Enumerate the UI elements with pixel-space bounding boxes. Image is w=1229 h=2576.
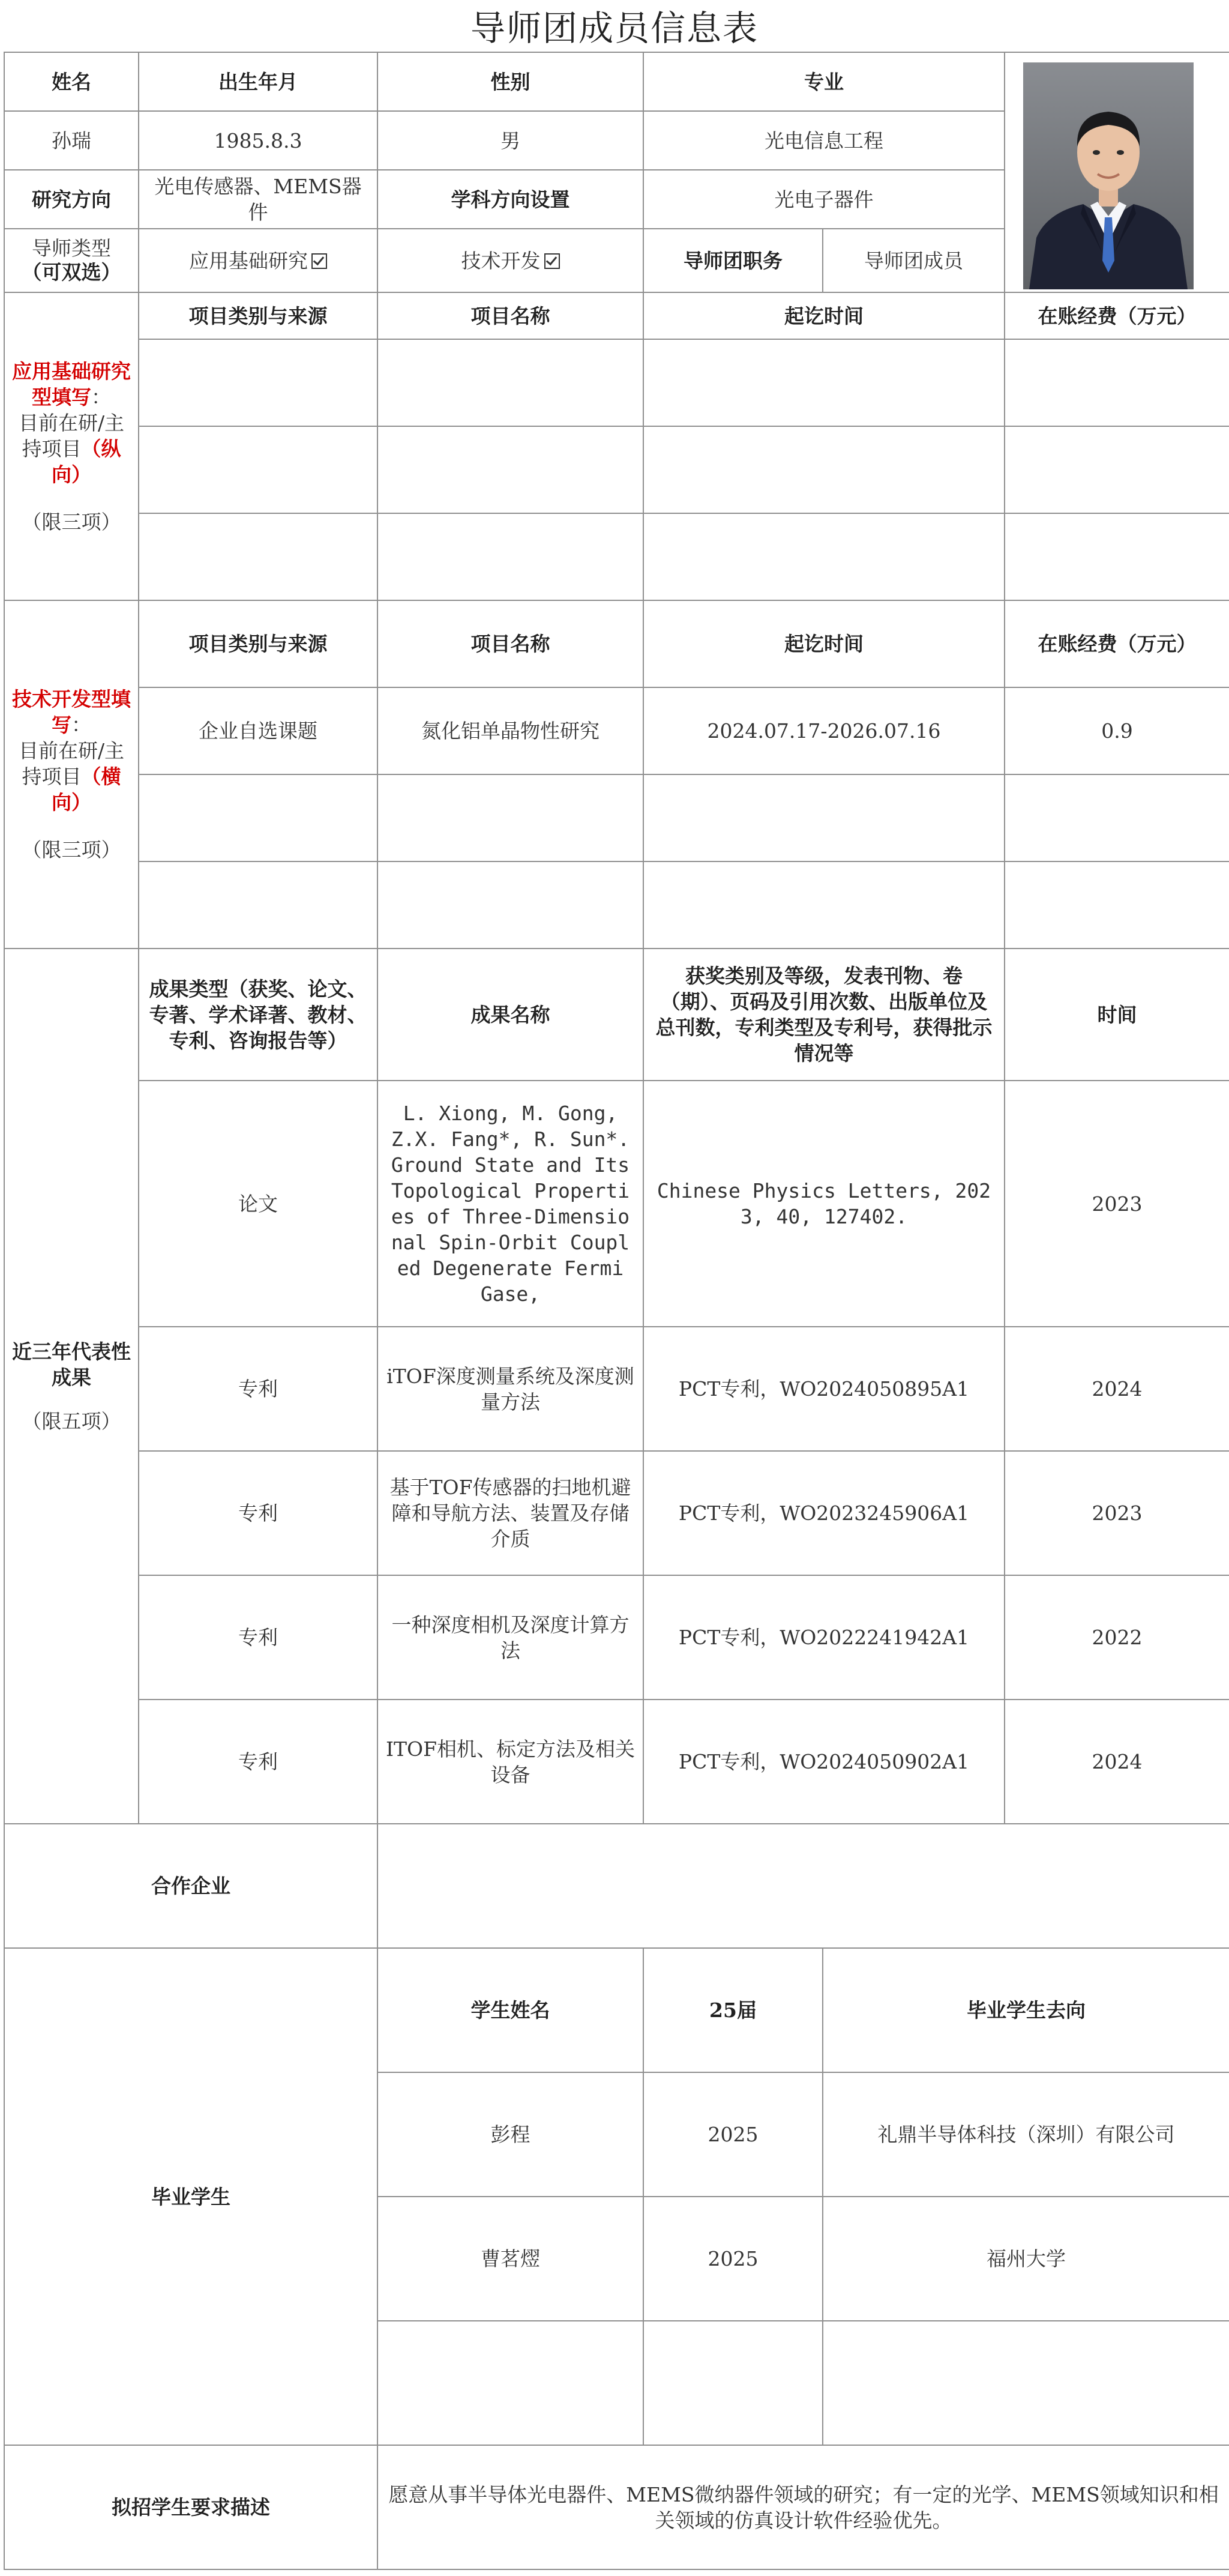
- tech-header-name: 项目名称: [377, 600, 643, 687]
- tech-section-label: [4, 600, 139, 949]
- applied-header-funding: 在账经费（万元）: [1005, 292, 1229, 339]
- graduate-name: 曹茗熤: [377, 2197, 643, 2321]
- achievement-details: PCT专利，WO2024050902A1: [643, 1700, 1005, 1824]
- achievement-row: [4, 1575, 1229, 1700]
- gender-value: 男: [377, 111, 643, 170]
- tech-cell-source: 企业自选课题: [139, 687, 377, 774]
- graduates-header-year: 25届: [643, 1948, 823, 2072]
- applied-label-direction: （纵向）: [52, 436, 121, 486]
- applied-cell: [1005, 339, 1229, 426]
- applied-section-label: [4, 292, 139, 600]
- achievement-type: 专利: [139, 1327, 377, 1451]
- cooperation-row: [4, 1824, 1229, 1948]
- graduate-destination: 礼鼎半导体科技（深圳）有限公司: [823, 2072, 1229, 2197]
- applied-header-name: 项目名称: [377, 292, 643, 339]
- mentor-type-label-1: 导师类型: [32, 237, 111, 260]
- requirement-label: 拟招学生要求描述: [4, 2445, 377, 2569]
- achievement-title: ITOF相机、标定方法及相关设备: [377, 1700, 643, 1824]
- checkbox-checked-icon[interactable]: [311, 253, 327, 269]
- cooperation-label: 合作企业: [4, 1824, 377, 1948]
- achievement-header-type: 成果类型（获奖、论文、专著、学术译著、教材、专利、咨询报告等）: [139, 949, 377, 1081]
- graduate-year: 2025: [643, 2072, 823, 2197]
- applied-cell: [643, 426, 1005, 513]
- type-option-tech-label: 技术开发: [461, 249, 541, 273]
- tech-label-colon: ：: [71, 713, 91, 737]
- achievement-header-time: 时间: [1005, 949, 1229, 1081]
- graduate-year: [643, 2321, 823, 2445]
- applied-cell: [643, 339, 1005, 426]
- achievement-header-details: 获奖类别及等级，发表刊物、卷（期）、页码及引用次数、出版单位及总刊数，专利类型及专利号，获得批示情况等: [643, 949, 1005, 1081]
- achievement-time: 2022: [1005, 1575, 1229, 1700]
- photo-cell: [1005, 52, 1229, 292]
- achievement-section-label: [4, 949, 139, 1824]
- tech-header-row: [4, 600, 1229, 687]
- applied-row: [4, 513, 1229, 600]
- achievement-row: [4, 1081, 1229, 1327]
- checkbox-checked-icon[interactable]: [544, 253, 560, 269]
- birth-label: 出生年月: [139, 52, 377, 111]
- achievement-details: PCT专利，WO2023245906A1: [643, 1451, 1005, 1575]
- applied-cell: [377, 426, 643, 513]
- applied-cell: [139, 426, 377, 513]
- applied-label-black: 目前在研/主持项目: [18, 411, 125, 460]
- requirement-row: [4, 2445, 1229, 2569]
- gender-label: 性别: [377, 52, 643, 111]
- applied-cell: [643, 513, 1005, 600]
- type-option-applied: [139, 229, 377, 292]
- type-option-applied-label: 应用基础研究: [189, 249, 308, 273]
- achievement-title: 一种深度相机及深度计算方法: [377, 1575, 643, 1700]
- cooperation-value: [377, 1824, 1229, 1948]
- profile-header-row: [4, 52, 1229, 111]
- achievement-title: iTOF深度测量系统及深度测量方法: [377, 1327, 643, 1451]
- applied-header-row: [4, 292, 1229, 339]
- achievement-row: [4, 1700, 1229, 1824]
- achievement-type: 专利: [139, 1451, 377, 1575]
- tech-limit: （限三项）: [22, 838, 121, 861]
- graduate-destination: [823, 2321, 1229, 2445]
- applied-cell: [1005, 513, 1229, 600]
- applied-header-period: 起讫时间: [643, 292, 1005, 339]
- applied-row: [4, 426, 1229, 513]
- applied-cell: [1005, 426, 1229, 513]
- achievement-details: PCT专利，WO2022241942A1: [643, 1575, 1005, 1700]
- graduates-header-row: [4, 1948, 1229, 2072]
- graduate-destination: 福州大学: [823, 2197, 1229, 2321]
- portrait-photo: [1023, 62, 1194, 289]
- name-value: 孙瑞: [4, 111, 139, 170]
- tech-cell: [377, 861, 643, 949]
- tech-row: [4, 774, 1229, 861]
- discipline-value: 光电子器件: [643, 170, 1005, 229]
- mentor-info-table: [4, 52, 1229, 2570]
- achievement-title: 基于TOF传感器的扫地机避障和导航方法、装置及存储介质: [377, 1451, 643, 1575]
- tech-header-funding: 在账经费（万元）: [1005, 600, 1229, 687]
- achievement-time: 2023: [1005, 1081, 1229, 1327]
- tech-cell: [1005, 861, 1229, 949]
- research-value: 光电传感器、MEMS器件: [139, 170, 377, 229]
- tech-row: [4, 687, 1229, 774]
- achievement-limit: （限五项）: [22, 1409, 121, 1433]
- graduate-name: [377, 2321, 643, 2445]
- major-label: 专业: [643, 52, 1005, 111]
- position-label: 导师团职务: [643, 229, 823, 292]
- name-label: 姓名: [4, 52, 139, 111]
- applied-label-colon: ：: [91, 385, 111, 409]
- applied-cell: [377, 339, 643, 426]
- type-option-tech: [377, 229, 643, 292]
- achievement-type: 论文: [139, 1081, 377, 1327]
- tech-header-source: 项目类别与来源: [139, 600, 377, 687]
- tech-cell: [643, 774, 1005, 861]
- applied-label-red: 应用基础研究型填写: [12, 359, 131, 409]
- applied-cell: [139, 513, 377, 600]
- achievement-type: 专利: [139, 1575, 377, 1700]
- graduates-header-destination: 毕业学生去向: [823, 1948, 1229, 2072]
- research-label: 研究方向: [4, 170, 139, 229]
- discipline-label: 学科方向设置: [377, 170, 643, 229]
- graduate-name: 彭程: [377, 2072, 643, 2197]
- applied-limit: （限三项）: [22, 510, 121, 534]
- applied-cell: [377, 513, 643, 600]
- achievement-header-name: 成果名称: [377, 949, 643, 1081]
- tech-row: [4, 861, 1229, 949]
- birth-value: 1985.8.3: [139, 111, 377, 170]
- achievement-time: 2024: [1005, 1327, 1229, 1451]
- achievement-details: Chinese Physics Letters, 2023, 40, 127402.: [643, 1081, 1005, 1327]
- graduates-label: 毕业学生: [4, 1948, 377, 2445]
- tech-cell-funding: 0.9: [1005, 687, 1229, 774]
- page-title: 导师团成员信息表: [470, 8, 759, 49]
- major-value: 光电信息工程: [643, 111, 1005, 170]
- tech-cell-name: 氮化铝单晶物性研究: [377, 687, 643, 774]
- achievement-details: PCT专利，WO2024050895A1: [643, 1327, 1005, 1451]
- graduate-year: 2025: [643, 2197, 823, 2321]
- tech-cell: [139, 774, 377, 861]
- tech-cell: [139, 861, 377, 949]
- tech-cell: [377, 774, 643, 861]
- achievement-title: L. Xiong, M. Gong, Z.X. Fang*, R. Sun*. Ground State and Its Topological Properties of Three-Dimensional Spin-Orbit Coupled Degenerate Fermi Gase,: [377, 1081, 643, 1327]
- tech-label-black: 目前在研/主持项目: [18, 739, 125, 788]
- achievement-row: [4, 1327, 1229, 1451]
- tech-label-red: 技术开发型填写: [12, 687, 131, 737]
- requirement-value: 愿意从事半导体光电器件、MEMS微纳器件领域的研究；有一定的光学、MEMS领域知识和相关领域的仿真设计软件经验优先。: [377, 2445, 1229, 2569]
- tech-cell: [643, 861, 1005, 949]
- position-value: 导师团成员: [823, 229, 1005, 292]
- applied-header-source: 项目类别与来源: [139, 292, 377, 339]
- tech-cell: [1005, 774, 1229, 861]
- mentor-type-label-2: （可双选）: [22, 261, 121, 284]
- applied-cell: [139, 339, 377, 426]
- achievement-time: 2024: [1005, 1700, 1229, 1824]
- achievement-header-row: [4, 949, 1229, 1081]
- achievement-time: 2023: [1005, 1451, 1229, 1575]
- achievement-type: 专利: [139, 1700, 377, 1824]
- graduates-header-name: 学生姓名: [377, 1948, 643, 2072]
- mentor-type-label: [4, 229, 139, 292]
- tech-cell-period: 2024.07.17-2026.07.16: [643, 687, 1005, 774]
- tech-label-direction: （横向）: [52, 765, 121, 814]
- achievement-row: [4, 1451, 1229, 1575]
- applied-row: [4, 339, 1229, 426]
- achievement-label: 近三年代表性成果: [12, 1339, 131, 1389]
- tech-header-period: 起讫时间: [643, 600, 1005, 687]
